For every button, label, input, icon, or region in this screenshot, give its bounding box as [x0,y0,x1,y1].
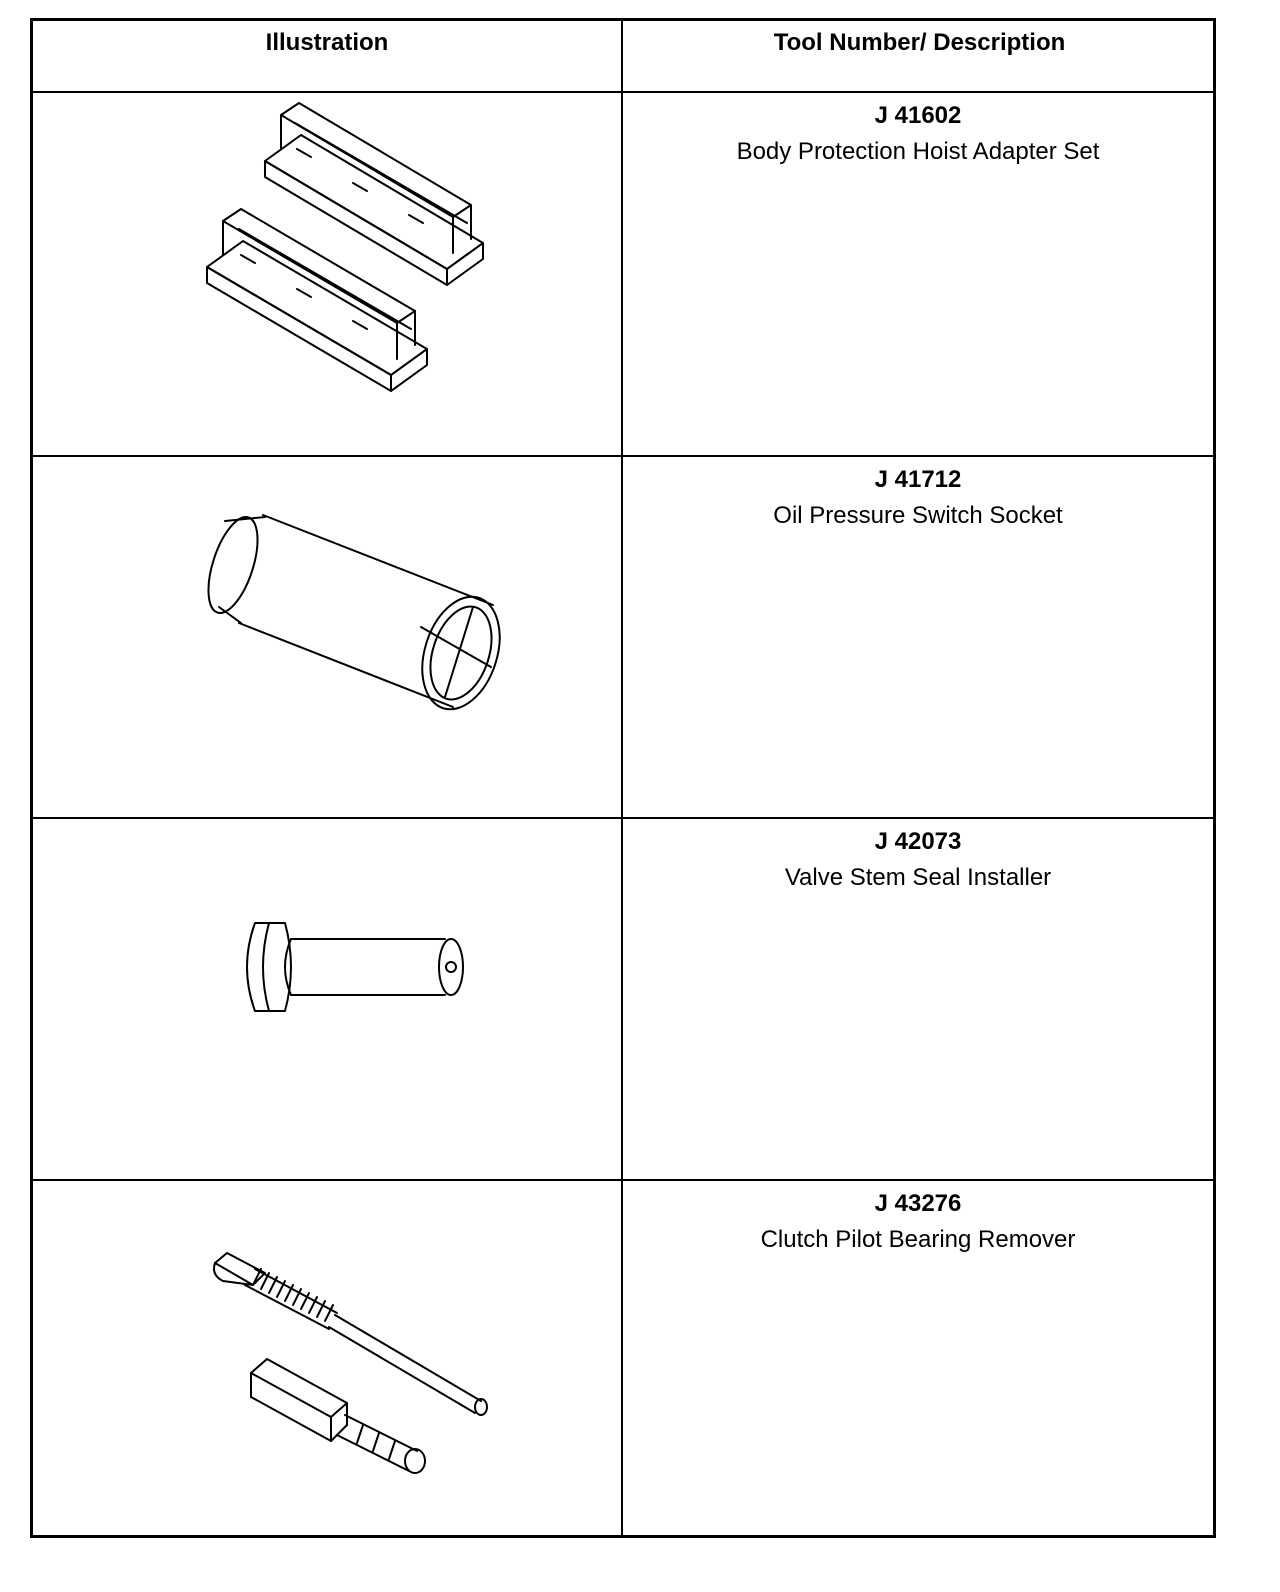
hoist-adapter-icon [33,93,621,455]
tool-description: Valve Stem Seal Installer [784,864,1052,891]
tool-number: J 43276 [874,1190,962,1217]
illustration-cell [33,93,621,455]
tool-number: J 41712 [874,466,962,493]
table-row [33,1181,1213,1538]
illustration-cell [33,1181,621,1538]
header-tool-description: Tool Number/ Description [773,29,1066,56]
tool-description: Body Protection Hoist Adapter Set [736,138,1100,165]
socket-icon [33,457,621,817]
tool-cell [623,819,1213,1179]
table-row [33,819,1213,1179]
header-illustration: Illustration [265,29,389,56]
tool-description: Oil Pressure Switch Socket [773,502,1063,529]
tool-cell [623,93,1213,455]
tool-cell [623,457,1213,817]
tool-cell [623,1181,1213,1538]
tool-description: Clutch Pilot Bearing Remover [760,1226,1076,1253]
table-row [33,457,1213,817]
tool-table [30,18,1216,1538]
illustration-cell [33,457,621,817]
tool-number: J 42073 [874,828,962,855]
seal-installer-icon [33,819,621,1179]
table-row [33,93,1213,455]
illustration-cell [33,819,621,1179]
tool-number: J 41602 [874,102,962,129]
bearing-remover-icon [33,1181,621,1538]
